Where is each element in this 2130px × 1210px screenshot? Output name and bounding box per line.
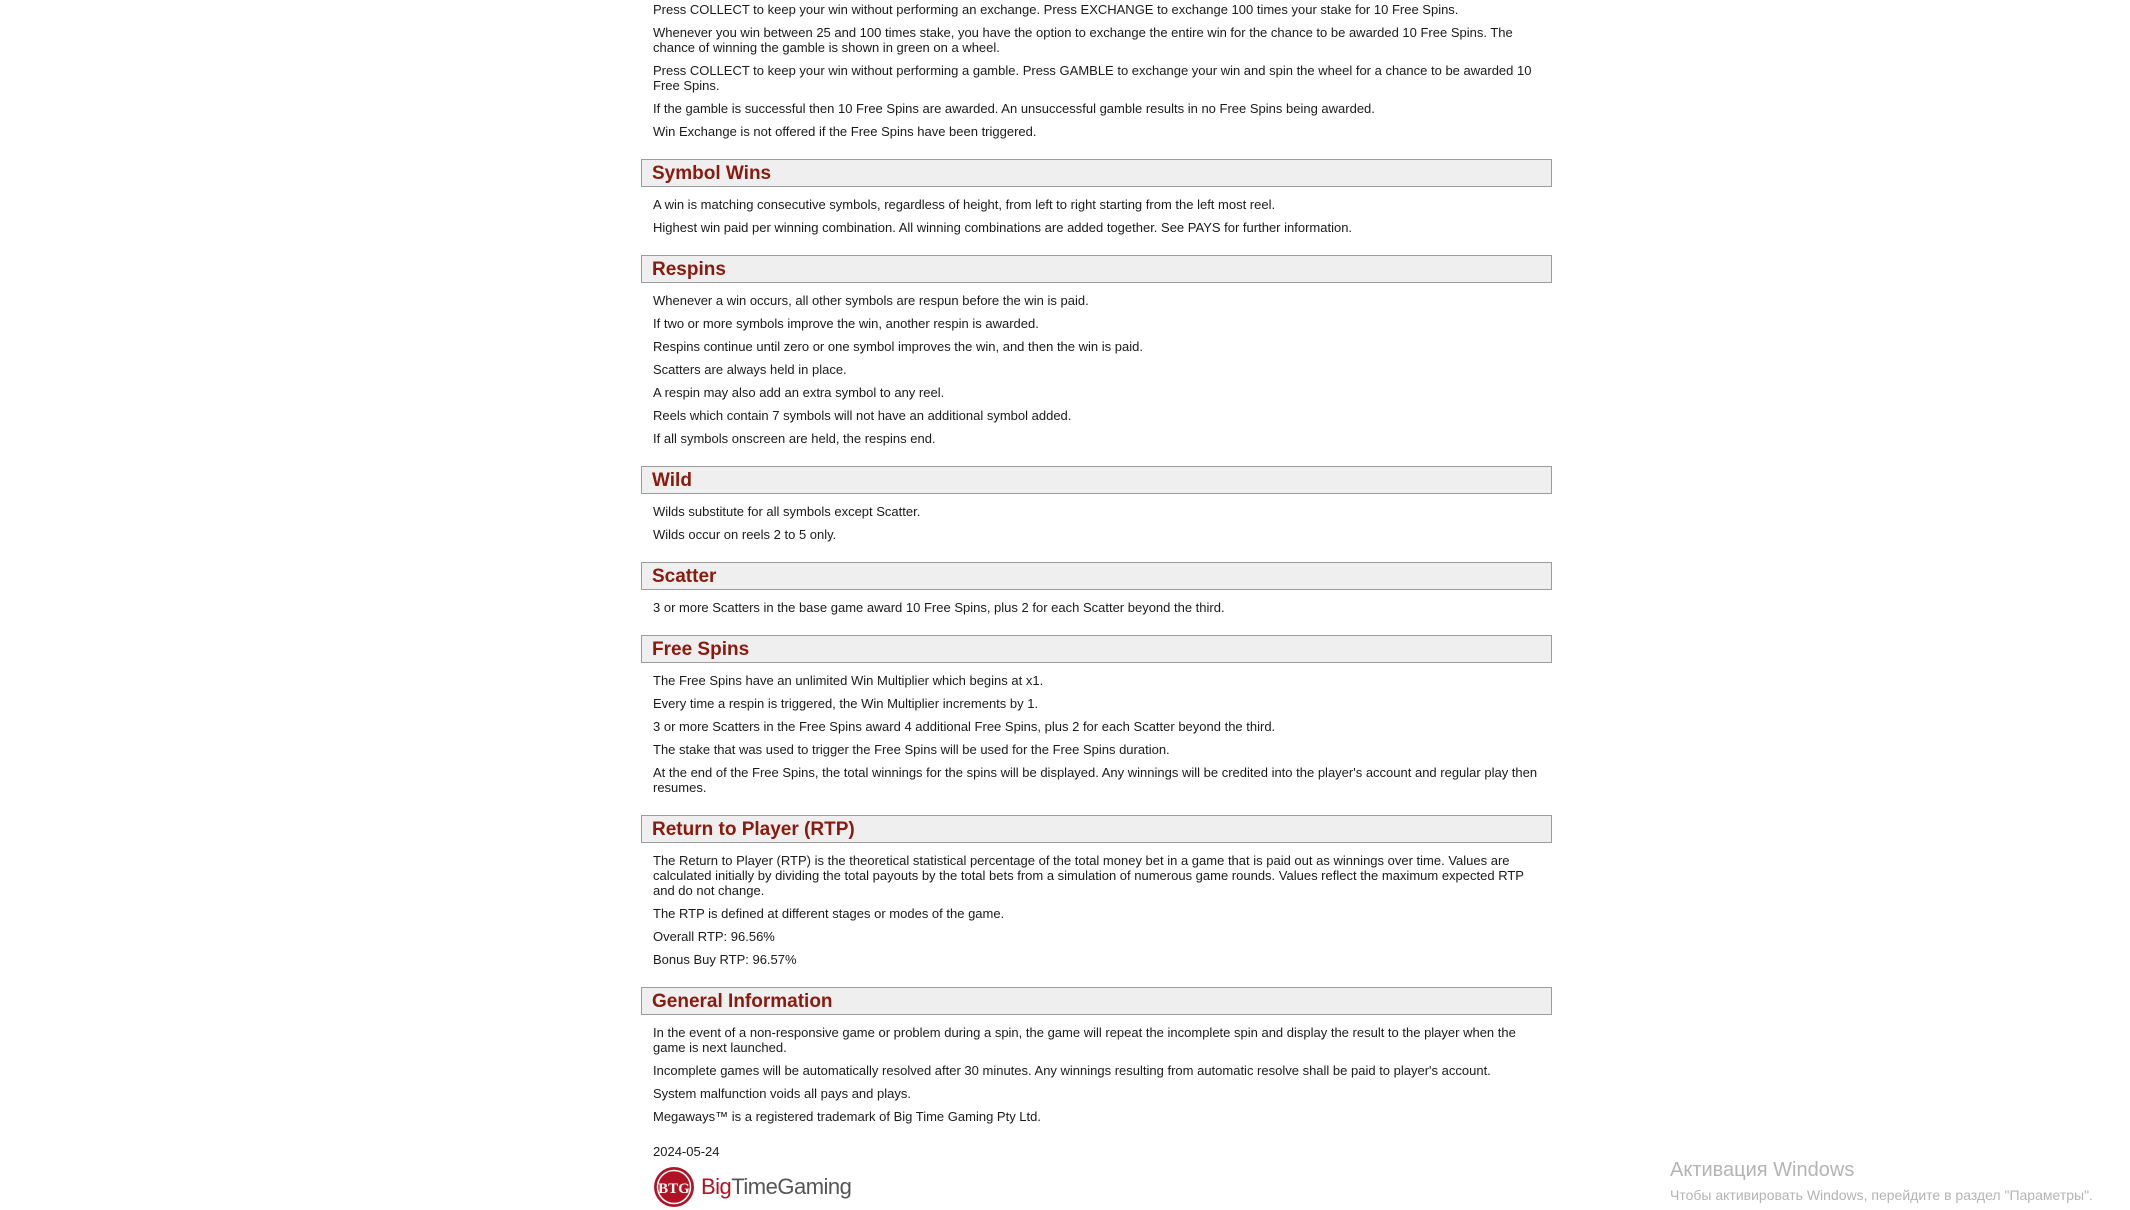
watermark-title: Активация Windows	[1670, 1159, 1855, 1181]
paragraph: Megaways™ is a registered trademark of Big Time Gaming Pty Ltd.	[653, 1109, 1041, 1124]
paragraph: Whenever you win between 25 and 100 times stake, you have the option to exchange the entire win for the chance to be awarded 10 Free Spins. The chance of winning the gamble is shown in green on a wheel.	[653, 25, 1513, 55]
paragraph: The Free Spins have an unlimited Win Multiplier which begins at x1.	[653, 673, 1044, 688]
logo-mark-text: BTG	[658, 1181, 690, 1197]
logo-text-rest: TimeGaming	[731, 1174, 852, 1199]
section-wild	[641, 466, 1552, 542]
logo-wordmark	[701, 1174, 851, 1200]
paragraph: A respin may also add an extra symbol to any reel.	[653, 385, 945, 400]
section-header	[641, 562, 1552, 590]
section-scatter	[641, 562, 1552, 615]
section-symbol-wins	[641, 159, 1552, 235]
section-title: Wild	[652, 470, 692, 491]
paragraph: Wilds substitute for all symbols except Scatter.	[653, 504, 921, 519]
section-header	[641, 466, 1552, 494]
section-free-spins	[641, 635, 1552, 795]
bonus-buy-rtp: Bonus Buy RTP: 96.57%	[653, 952, 797, 967]
section-header	[641, 159, 1552, 187]
section-title: Scatter	[652, 566, 717, 587]
paragraph: A win is matching consecutive symbols, regardless of height, from left to right starting from the left most reel.	[653, 197, 1276, 212]
paragraph: In the event of a non-responsive game or problem during a spin, the game will repeat the incomplete spin and display the result to the player when the game is next launched.	[653, 1025, 1516, 1055]
section-header	[641, 255, 1552, 283]
win-exchange-intro	[641, 2, 1552, 139]
paragraph: If the gamble is successful then 10 Free Spins are awarded. An unsuccessful gamble results in no Free Spins being awarded.	[653, 101, 1375, 116]
paragraph: 3 or more Scatters in the base game award 10 Free Spins, plus 2 for each Scatter beyond the third.	[653, 600, 1225, 615]
section-rtp	[641, 815, 1552, 967]
big-time-gaming-logo	[653, 1165, 1540, 1209]
paragraph: The stake that was used to trigger the Free Spins will be used for the Free Spins duration.	[653, 742, 1170, 757]
paragraph: Press COLLECT to keep your win without performing a gamble. Press GAMBLE to exchange your win and spin the wheel for a chance to be awarded 10 Free Spins.	[653, 63, 1532, 93]
paragraph: If all symbols onscreen are held, the respins end.	[653, 431, 936, 446]
watermark-subtitle: Чтобы активировать Windows, перейдите в раздел "Параметры".	[1670, 1187, 2093, 1203]
section-title: Symbol Wins	[652, 163, 772, 184]
paragraph: The Return to Player (RTP) is the theoretical statistical percentage of the total money bet in a game that is paid out as winnings over time. Values are calculated initially by dividing the total payouts by the total bets from a simulation of numerous game rounds. Values reflect the maximum expected RTP and do not change.	[653, 853, 1524, 898]
section-respins	[641, 255, 1552, 446]
section-title: Respins	[652, 259, 726, 280]
paragraph: System malfunction voids all pays and plays.	[653, 1086, 911, 1101]
section-title: Return to Player (RTP)	[652, 819, 855, 840]
paragraph: Whenever a win occurs, all other symbols are respun before the win is paid.	[653, 293, 1089, 308]
paragraph: Incomplete games will be automatically resolved after 30 minutes. Any winnings resulting from automatic resolve shall be paid to player's account.	[653, 1063, 1491, 1078]
overall-rtp: Overall RTP: 96.56%	[653, 929, 775, 944]
btg-logo-icon	[653, 1166, 695, 1208]
paragraph: If two or more symbols improve the win, another respin is awarded.	[653, 316, 1039, 331]
paragraph: Highest win paid per winning combination. All winning combinations are added together. See PAYS for further information.	[653, 220, 1353, 235]
paragraph: The RTP is defined at different stages or modes of the game.	[653, 906, 1005, 921]
section-general-information	[641, 987, 1552, 1124]
paragraph: Win Exchange is not offered if the Free Spins have been triggered.	[653, 124, 1037, 139]
section-title: Free Spins	[652, 639, 750, 660]
paragraph: Respins continue until zero or one symbol improves the win, and then the win is paid.	[653, 339, 1143, 354]
paragraph: Press COLLECT to keep your win without performing an exchange. Press EXCHANGE to exchange 100 times your stake for 10 Free Spins.	[653, 2, 1459, 17]
section-header	[641, 987, 1552, 1015]
paragraph: Reels which contain 7 symbols will not have an additional symbol added.	[653, 408, 1072, 423]
section-header	[641, 635, 1552, 663]
paragraph: At the end of the Free Spins, the total winnings for the spins will be displayed. Any winnings will be credited into the player's account and regular play then resumes.	[653, 765, 1538, 795]
section-title: General Information	[652, 991, 833, 1012]
logo-text-big: Big	[701, 1174, 732, 1199]
footer	[641, 1132, 1552, 1209]
paragraph: 3 or more Scatters in the Free Spins award 4 additional Free Spins, plus 2 for each Scatter beyond the third.	[653, 719, 1276, 734]
paragraph: Scatters are always held in place.	[653, 362, 847, 377]
release-date: 2024-05-24	[653, 1144, 720, 1159]
windows-activation-watermark	[1670, 1158, 2130, 1204]
section-header	[641, 815, 1552, 843]
paragraph: Every time a respin is triggered, the Win Multiplier increments by 1.	[653, 696, 1039, 711]
paragraph: Wilds occur on reels 2 to 5 only.	[653, 527, 837, 542]
rules-document	[641, 0, 1552, 1209]
